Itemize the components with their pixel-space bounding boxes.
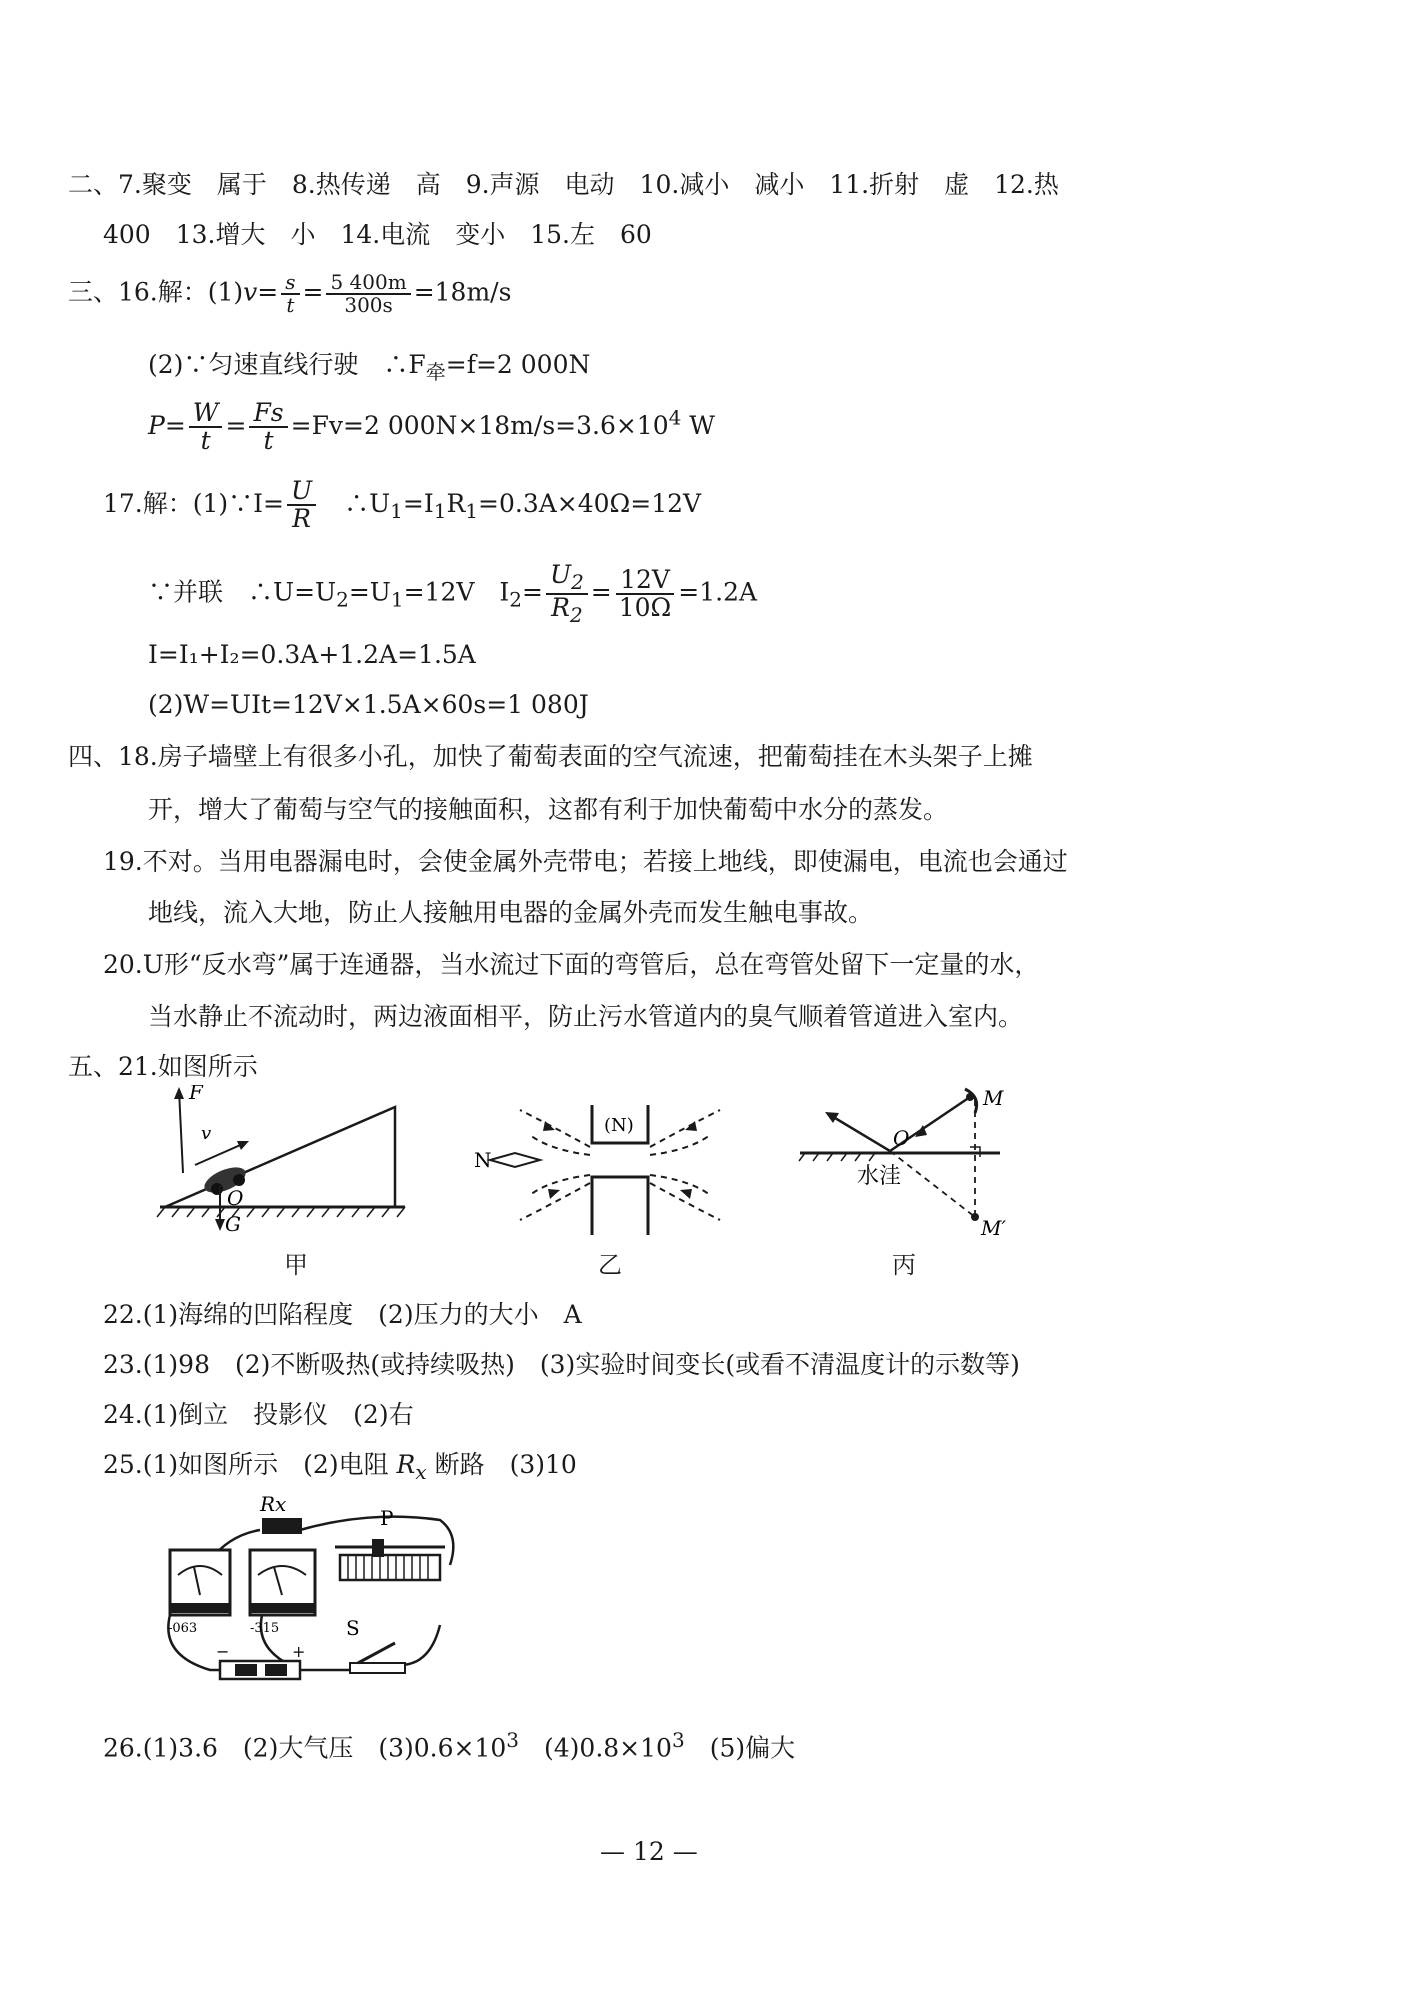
frac-u2-sub: 2 (571, 570, 584, 594)
q25-line (103, 1450, 577, 1484)
label-g: G (225, 1212, 241, 1235)
q16-sub: 牵 (425, 360, 446, 384)
virtual-ray (890, 1151, 975, 1217)
q25-r: R (396, 1450, 416, 1479)
q16-eq: = (257, 277, 279, 307)
q16-exp: 4 (668, 405, 682, 430)
reflected-ray (830, 1115, 890, 1151)
q16-prefix: 三、16.解：(1) (68, 277, 244, 307)
circuit-diagram (150, 1495, 490, 1685)
sec2-line2: 400 13.增大 小 14.电流 变小 15.左 60 (103, 220, 652, 249)
frac-den: 300s (344, 293, 393, 317)
frac-w-t (189, 400, 223, 455)
velocity-arrow (195, 1143, 245, 1165)
q16-line2 (148, 350, 590, 384)
q26-exp1: 3 (506, 1728, 520, 1752)
frac-12: 12V (616, 567, 674, 595)
label-o-c: O (893, 1126, 910, 1150)
caption-bing: 丙 (892, 1251, 916, 1279)
label-m-prime: M′ (981, 1216, 1007, 1240)
q17-line4: (2)W=UIt=12V×1.5A×60s=1 080J (148, 690, 589, 719)
frac-12-10 (615, 564, 676, 622)
q17-line3: I=I₁+I₂=0.3A+1.2A=1.5A (148, 640, 476, 669)
label-m: M (983, 1086, 1004, 1110)
q26-line (103, 1728, 795, 1763)
caption-jia: 甲 (284, 1251, 308, 1279)
label-v: v (201, 1123, 212, 1144)
label-n: N (474, 1148, 492, 1172)
force-g-head (215, 1219, 225, 1231)
q17-s1c: 1 (465, 498, 479, 523)
q16-line1 (68, 272, 511, 316)
frac-u2-letter: U (549, 560, 572, 589)
frac-5400-300 (326, 272, 410, 316)
label-f: F (189, 1085, 203, 1104)
frac-u-r (287, 478, 316, 533)
label-voltmeter-scale: -315 (250, 1621, 280, 1636)
q20-line2: 当水静止不流动时，两边液面相平，防止污水管道内的臭气顺着管道进入室内。 (148, 1002, 1024, 1031)
sec2-line1: 二、7.聚变 属于 8.热传递 高 9.声源 电动 10.减小 减小 11.折射 虚 12.热 (68, 170, 1059, 199)
switch (350, 1643, 405, 1673)
label-ammeter-scale: -063 (168, 1621, 198, 1636)
frac-num: 5 400m (326, 272, 410, 295)
force-f-head (174, 1087, 184, 1099)
q18-line1: 四、18.房子墙壁上有很多小孔，加快了葡萄表面的空气流速，把葡萄挂在木头架子上摊 (68, 742, 1033, 771)
label-s: S (346, 1616, 360, 1640)
resistor-rx (262, 1518, 302, 1534)
q17-line1 (103, 478, 701, 533)
q17-s2b: 2 (509, 587, 523, 612)
q17-l2d: = (522, 577, 543, 607)
figure-bing (795, 1085, 1025, 1255)
frac-fs: Fs (249, 400, 287, 428)
label-o: O (227, 1186, 244, 1210)
frac-t2: t (200, 426, 211, 456)
q16-eq2: = (302, 277, 324, 307)
frac-t3: t (263, 426, 274, 456)
frac-10: 10Ω (618, 593, 672, 622)
label-rx: Rx (260, 1495, 287, 1516)
q16-v: v (243, 277, 258, 307)
q17-line2: ∵并联 $\therefore U=U_2=U_1=12V$ $I_2=$ $\frac{U_2}{R_2}$ = $\frac{12V}{10\Omega}$ =1.2A (148, 560, 758, 627)
q22-line: 22.(1)海绵的凹陷程度 (2)压力的大小 A (103, 1300, 582, 1329)
q16-prhs: =Fv=2 000N×18m/s=3.6×10 (290, 410, 669, 440)
q17-s2: 2 (336, 587, 349, 612)
frac-r2-letter: R (551, 593, 570, 622)
q16-plhs: P= (148, 410, 186, 440)
moon-icon (965, 1089, 977, 1113)
q16-line3: P= $\frac{W}{t}$ = $\frac{Fs}{t}$ =Fv=2 $000N\times 18m/s=3.6\times 10^4$ W (148, 398, 716, 456)
q21-line: 五、21.如图所示 (68, 1052, 258, 1081)
incline (165, 1107, 395, 1207)
frac-r: R (292, 504, 311, 534)
q17-s1: 1 (390, 498, 403, 523)
q17-l2a: ∵并联 ∴U=U (148, 577, 337, 607)
page-number: — 12 — (600, 1837, 698, 1866)
label-n-box: (N) (604, 1115, 634, 1136)
voltmeter (250, 1550, 315, 1615)
q16-unit: W (681, 410, 716, 440)
compass-needle (490, 1153, 540, 1167)
frac-u2 (546, 562, 588, 595)
frac-w: W (189, 400, 223, 428)
frac-u: U (287, 478, 316, 506)
q17-a: ∴U (319, 488, 391, 518)
q19-line2: 地线，流入大地，防止人接触用电器的金属外壳而发生触电事故。 (148, 898, 874, 927)
point-m (966, 1093, 974, 1101)
frac-r2-sub: 2 (569, 603, 583, 627)
frac-u2-r2 (546, 562, 588, 626)
q16-result: =18m/s (413, 277, 512, 307)
figure-yi (470, 1095, 740, 1245)
label-minus: − (216, 1642, 230, 1661)
q16-line2a: (2)∵匀速直线行驶 ∴F (148, 350, 426, 379)
car-wheel-front (233, 1174, 245, 1186)
q17-l2c: =12V I (403, 577, 510, 607)
q17-d: =0.3A×40Ω=12V (478, 488, 702, 518)
frac-r2 (547, 595, 587, 626)
frac-s: s (281, 272, 299, 295)
caption-yi: 乙 (598, 1251, 622, 1279)
q17-l2e: =1.2A (678, 577, 758, 607)
q25-x: x (415, 1460, 427, 1484)
q26-a: 26.(1)3.6 (2)大气压 (3)0.6×10 (103, 1733, 507, 1763)
q24-line: 24.(1)倒立 投影仪 (2)右 (103, 1400, 414, 1429)
figure-jia (155, 1085, 425, 1235)
car-wheel-rear (211, 1183, 223, 1195)
label-water: 水洼 (857, 1164, 902, 1189)
q16-line2b: =f=2 000N (445, 350, 591, 379)
q17-s1b: 1 (433, 498, 447, 523)
q17-c: R (446, 488, 466, 518)
q17-l2b: =U (348, 577, 391, 607)
battery (220, 1661, 300, 1679)
point-m-prime (971, 1213, 979, 1221)
q26-c: (5)偏大 (684, 1733, 796, 1763)
q19-line1: 19.不对。当用电器漏电时，会使金属外壳带电；若接上地线，即使漏电，电流也会通过 (103, 847, 1068, 876)
q17-prefix: 17.解：(1)∵I= (103, 488, 284, 518)
q25-a: 25.(1)如图所示 (2)电阻 (103, 1450, 397, 1479)
magnet-bottom (592, 1177, 648, 1235)
frac-t: t (286, 293, 295, 317)
q25-b: 断路 (3)10 (426, 1450, 577, 1479)
label-plus: + (292, 1642, 306, 1661)
q20-line1: 20.U形“反水弯”属于连通器，当水流过下面的弯管后，总在弯管处留下一定量的水， (103, 950, 1040, 979)
reflected-arrow (825, 1112, 839, 1123)
rheostat (335, 1539, 445, 1580)
frac-s-t (281, 272, 299, 316)
q23-line: 23.(1)98 (2)不断吸热(或持续吸热) (3)实验时间变长(或看不清温度计的示数等) (103, 1350, 1020, 1379)
force-f-arrow (179, 1090, 183, 1173)
q18-line2: 开，增大了葡萄与空气的接触面积，这都有利于加快葡萄中水分的蒸发。 (148, 795, 949, 824)
q26-exp2: 3 (671, 1728, 685, 1752)
ammeter (170, 1550, 230, 1615)
q17-s1d: 1 (390, 587, 404, 612)
frac-fs-t (249, 400, 287, 455)
q26-b: (4)0.8×10 (519, 1733, 672, 1763)
q17-b: =I (402, 488, 434, 518)
label-p: P (380, 1506, 394, 1530)
